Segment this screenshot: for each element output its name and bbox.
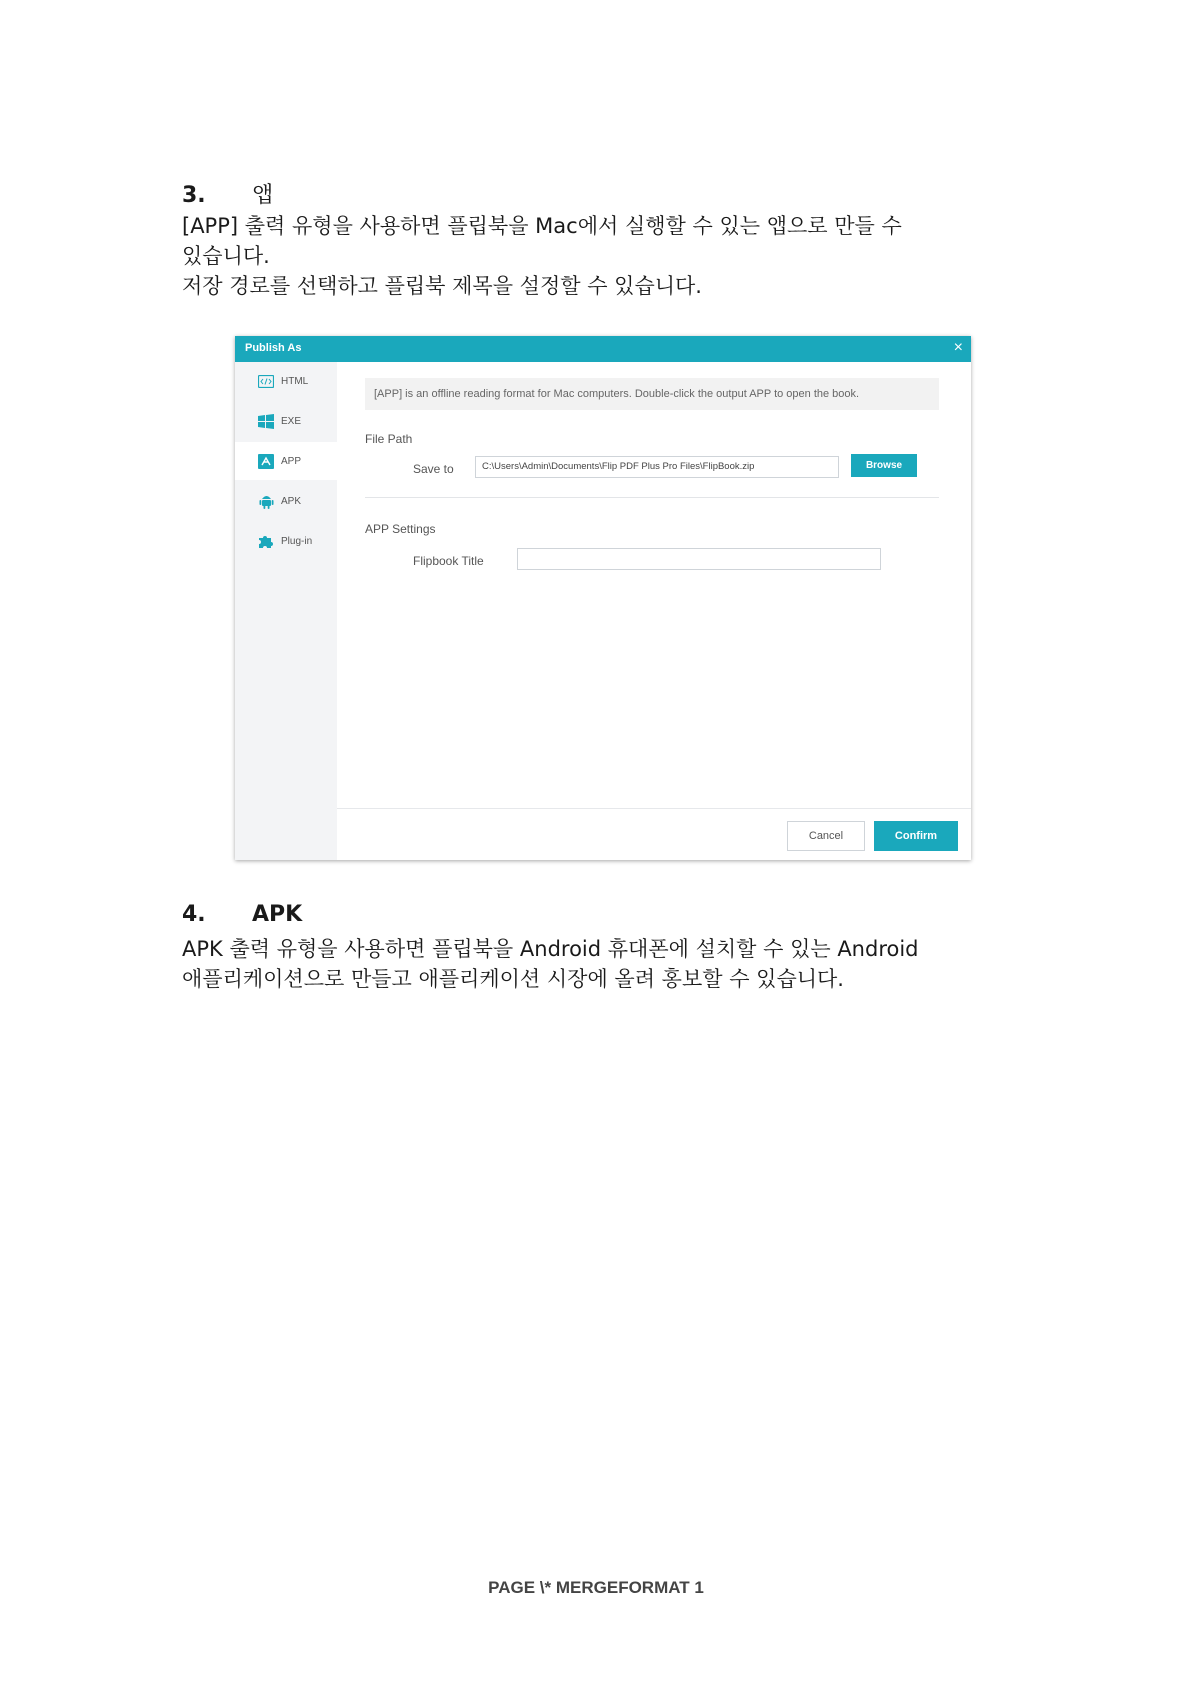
cancel-button[interactable]: Cancel bbox=[787, 821, 865, 851]
section-title: APK bbox=[252, 902, 303, 927]
puzzle-icon bbox=[257, 532, 275, 550]
sidebar-item-label: APK bbox=[281, 495, 302, 507]
publish-as-dialog bbox=[235, 336, 971, 860]
sidebar-item-apk[interactable] bbox=[235, 482, 337, 520]
sidebar-item-label: EXE bbox=[281, 415, 302, 427]
page-footer: PAGE \* MERGEFORMAT 1 bbox=[488, 1578, 704, 1597]
section-number: 4. bbox=[182, 902, 206, 927]
save-to-label: Save to bbox=[413, 462, 454, 476]
section-4-line-2: 애플리케이션으로 만들고 애플리케이션 시장에 올려 홍보할 수 있습니다. bbox=[182, 967, 844, 991]
dialog-titlebar bbox=[235, 336, 971, 362]
section-3-line-3: 저장 경로를 선택하고 플립북 제목을 설정할 수 있습니다. bbox=[182, 274, 702, 298]
section-3-line-1: [APP] 출력 유형을 사용하면 플립북을 Mac에서 실행할 수 있는 앱으로 만들 수 bbox=[182, 214, 902, 238]
sidebar-item-label: Plug-in bbox=[281, 535, 313, 547]
dialog-content bbox=[337, 362, 971, 860]
sidebar-item-html[interactable] bbox=[235, 362, 337, 400]
dialog-title: Publish As bbox=[245, 342, 302, 354]
app-icon bbox=[257, 452, 275, 470]
android-icon bbox=[257, 492, 275, 510]
browse-button[interactable]: Browse bbox=[851, 454, 917, 477]
file-path-label: File Path bbox=[365, 432, 413, 446]
section-3-heading bbox=[182, 178, 273, 209]
sidebar-item-label: APP bbox=[281, 455, 302, 467]
flipbook-title-label: Flipbook Title bbox=[413, 554, 484, 568]
section-4-heading bbox=[182, 902, 302, 927]
divider bbox=[365, 497, 939, 498]
section-4-line-1: APK 출력 유형을 사용하면 플립북을 Android 휴대폰에 설치할 수 있는 Android bbox=[182, 937, 919, 961]
sidebar bbox=[235, 362, 337, 860]
save-to-input[interactable]: C:\Users\Admin\Documents\Flip PDF Plus Pro Files\FlipBook.zip bbox=[475, 456, 839, 478]
sidebar-item-app[interactable] bbox=[235, 442, 337, 480]
section-title: 앱 bbox=[252, 183, 274, 208]
sidebar-item-exe[interactable] bbox=[235, 402, 337, 440]
section-3-line-2: 있습니다. bbox=[182, 244, 270, 268]
flipbook-title-input[interactable] bbox=[517, 548, 881, 570]
divider bbox=[337, 808, 971, 809]
confirm-button[interactable]: Confirm bbox=[874, 821, 958, 851]
close-icon[interactable]: × bbox=[953, 339, 963, 356]
section-number: 3. bbox=[182, 183, 206, 208]
sidebar-item-label: HTML bbox=[281, 375, 309, 387]
windows-icon bbox=[257, 412, 275, 430]
app-settings-label: APP Settings bbox=[365, 522, 436, 536]
html-icon bbox=[257, 372, 275, 390]
sidebar-item-plug-in[interactable] bbox=[235, 522, 337, 560]
info-text: [APP] is an offline reading format for Mac computers. Double-click the output APP to open the book. bbox=[365, 378, 939, 410]
